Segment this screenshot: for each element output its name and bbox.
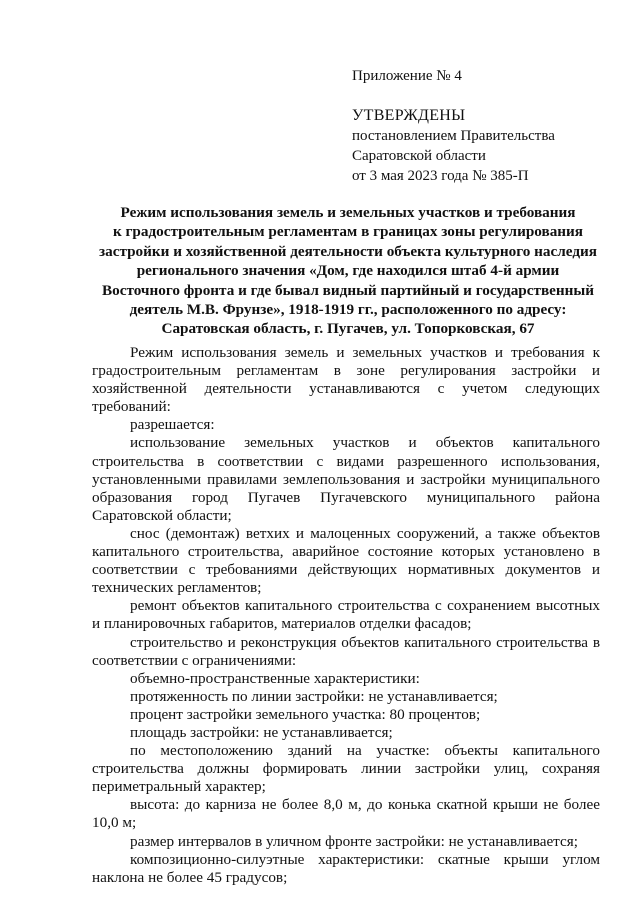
body-paragraph: протяженность по линии застройки: не устанавливается;	[130, 687, 498, 705]
body-paragraph: объемно-пространственные характеристики:	[130, 669, 420, 687]
body-paragraph: площадь застройки: не устанавливается;	[130, 723, 393, 741]
title-line: к градостроительным регламентам в границах зоны регулирования	[112, 223, 584, 241]
body-paragraph: композиционно-силуэтные характеристики: скатные крыши углом наклона не более 45 градусов;	[92, 850, 600, 886]
approved-by-line-1: постановлением Правительства	[352, 128, 555, 144]
title-line: Режим использования земель и земельных участков и требования	[120, 204, 576, 221]
body-paragraph: процент застройки земельного участка: 80 процентов;	[130, 705, 481, 723]
title-line: застройки и хозяйственной деятельности объекта культурного наследия	[99, 242, 597, 260]
body-paragraph: использование земельных участков и объектов капитального строительства в соответствии с видами разрешенного использования, установленными правилами землепользования и застройки муниципального образования город Пугачев Пугачевского муниципального района Саратовской области;	[92, 434, 600, 524]
title-line: деятель М.В. Фрунзе», 1918-1919 гг., расположенного по адресу:	[129, 301, 567, 319]
document-title	[88, 203, 608, 339]
title-line: Восточного фронта и где бывал видный партийный и государственный	[102, 281, 594, 299]
approval-block	[352, 66, 622, 186]
body-paragraph: снос (демонтаж) ветхих и малоценных сооружений, а также объектов капитального строительства, аварийное состояние которых установлено в соответствии с требованиями действующих нормативных документов и технических регламентов;	[92, 524, 600, 597]
approved-date: от 3 мая 2023 года № 385-П	[352, 168, 529, 184]
approved-heading: УТВЕРЖДЕНЫ	[352, 107, 466, 124]
body-paragraph: Режим использования земель и земельных участков и требования к градостроительным регламентам в зоне регулирования застройки и хозяйственной деятельности устанавливаются с учетом следующих требований:	[92, 344, 600, 416]
body-paragraph: разрешается:	[130, 416, 215, 434]
approved-by-line-2: Саратовской области	[352, 148, 486, 164]
title-line: регионального значения «Дом, где находился штаб 4-й армии	[136, 262, 560, 280]
body-paragraph: ремонт объектов капитального строительства с сохранением высотных и планировочных габаритов, материалов отделки фасадов;	[92, 597, 600, 633]
appendix-number: Приложение № 4	[352, 68, 462, 84]
body-paragraph: размер интервалов в уличном фронте застройки: не устанавливается;	[130, 832, 578, 850]
document-body	[92, 344, 600, 887]
title-line: Саратовская область, г. Пугачев, ул. Топорковская, 67	[161, 320, 535, 338]
body-paragraph: по местоположению зданий на участке: объекты капитального строительства должны формировать линии застройки улиц, сохраняя периметральный характер;	[92, 742, 600, 796]
body-paragraph: высота: до карниза не более 8,0 м, до конька скатной крыши не более 10,0 м;	[92, 796, 600, 832]
body-paragraph: строительство и реконструкция объектов капитального строительства в соответствии с ограничениями:	[92, 633, 600, 669]
